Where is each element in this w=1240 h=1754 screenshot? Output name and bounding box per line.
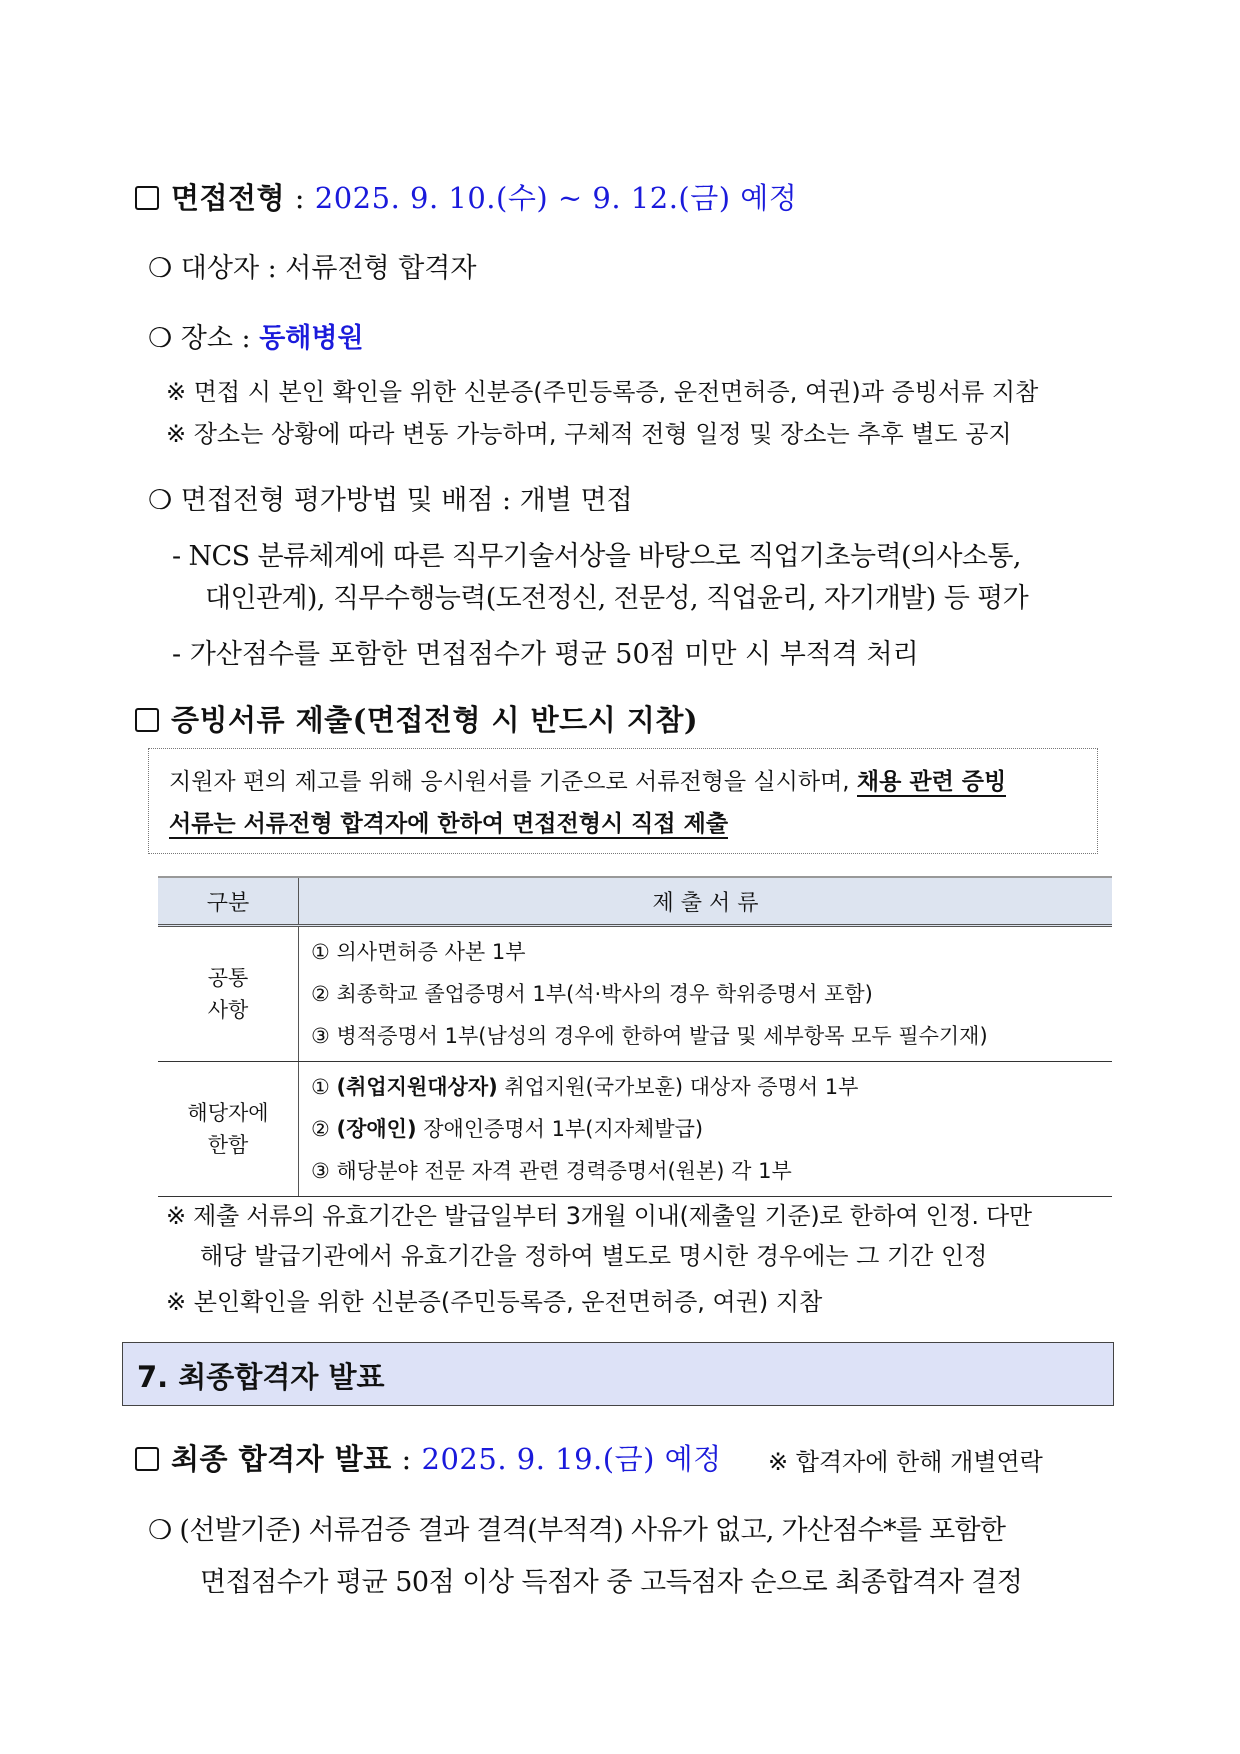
row-category xyxy=(158,1062,299,1197)
doc-item-prefix: ① xyxy=(311,1075,337,1099)
doc-item xyxy=(311,1108,1112,1150)
doc-item-prefix: ② xyxy=(311,1117,337,1141)
row-items xyxy=(299,926,1113,1062)
interview-title: 면접전형 xyxy=(171,181,286,215)
final-criteria-cont: 면접점수가 평균 50점 이상 득점자 중 고득점자 순으로 최종합격자 결정 xyxy=(200,1567,1023,1598)
doc-item xyxy=(311,1066,1112,1108)
info-line-1 xyxy=(169,763,1006,796)
doc-item: ① 의사면허증 사본 1부 xyxy=(311,940,526,964)
docs-note-validity: ※ 제출 서류의 유효기간은 발급일부터 3개월 이내(제출일 기준)로 한하여 인정. 다만 xyxy=(166,1202,1032,1230)
doc-item-rest: 취업지원(국가보훈) 대상자 증명서 1부 xyxy=(497,1075,859,1099)
table-row xyxy=(158,1062,1112,1197)
row-items xyxy=(299,1062,1113,1197)
doc-item-bold: (장애인) xyxy=(336,1117,417,1141)
info-line-1-underlined: 채용 관련 증빙 xyxy=(856,769,1007,795)
docs-info-box xyxy=(148,748,1098,854)
doc-item: ③ 병적증명서 1부(남성의 경우에 한하여 발급 및 세부항목 모두 필수기재) xyxy=(311,1024,988,1048)
doc-item: ② 최종학교 졸업증명서 1부(석·박사의 경우 학위증명서 포함) xyxy=(311,982,873,1006)
checkbox-square-icon xyxy=(135,186,159,210)
docs-heading xyxy=(135,698,698,739)
final-title: 최종 합격자 발표 xyxy=(171,1442,392,1476)
place-value: 동해병원 xyxy=(259,323,364,354)
final-heading xyxy=(135,1437,722,1478)
info-line-2-underlined: 서류는 서류전형 합격자에 한하여 면접전형시 직접 제출 xyxy=(169,811,729,837)
category-line: 해당자에 xyxy=(187,1101,269,1125)
interview-heading xyxy=(135,176,797,217)
header-category: 구분 xyxy=(158,877,299,926)
doc-item-rest: 장애인증명서 1부(지자체발급) xyxy=(416,1117,704,1141)
method-dash-1-cont: 대인관계), 직무수행능력(도전정신, 전문성, 직업윤리, 자기개발) 등 평가 xyxy=(205,583,1029,614)
docs-table xyxy=(158,876,1112,1197)
docs-title: 증빙서류 제출(면접전형 시 반드시 지참) xyxy=(171,703,699,737)
category-line: 공통 xyxy=(207,966,249,990)
info-line-1-plain: 지원자 편의 제고를 위해 응시원서를 기준으로 서류전형을 실시하며, xyxy=(169,769,857,795)
interview-place xyxy=(148,316,364,355)
docs-note-id: ※ 본인확인을 위한 신분증(주민등록증, 운전면허증, 여권) 지참 xyxy=(166,1288,823,1316)
interview-colon: : xyxy=(285,181,315,215)
docs-note-validity-cont: 해당 발급기관에서 유효기간을 정하여 별도로 명시한 경우에는 그 기간 인정 xyxy=(200,1242,988,1270)
place-label: ❍ 장소 : xyxy=(148,323,260,354)
method-dash-2: - 가산점수를 포함한 면접점수가 평균 50점 미만 시 부적격 처리 xyxy=(172,639,919,670)
final-date: 2025. 9. 19.(금) 예정 xyxy=(421,1442,722,1476)
interview-method: ❍ 면접전형 평가방법 및 배점 : 개별 면접 xyxy=(148,485,633,516)
final-criteria: ❍ (선발기준) 서류검증 결과 결격(부적격) 사유가 없고, 가산점수*를 포함한 xyxy=(148,1515,1006,1546)
method-dash-1: - NCS 분류체계에 따른 직무기술서상을 바탕으로 직업기초능력(의사소통, xyxy=(172,541,1021,572)
header-documents: 제 출 서 류 xyxy=(299,877,1113,926)
category-line: 사항 xyxy=(207,998,249,1022)
info-line-2 xyxy=(169,805,728,838)
row-category xyxy=(158,926,299,1062)
final-colon: : xyxy=(391,1442,422,1476)
doc-item-bold: (취업지원대상자) xyxy=(336,1075,498,1099)
table-header-row xyxy=(158,877,1112,926)
doc-item: ③ 해당분야 전문 자격 관련 경력증명서(원본) 각 1부 xyxy=(311,1159,792,1183)
category-line: 한함 xyxy=(207,1133,249,1157)
section-title: 7. 최종합격자 발표 xyxy=(137,1360,385,1394)
interview-note-place: ※ 장소는 상황에 따라 변동 가능하며, 구체적 전형 일정 및 장소는 추후 별도 공지 xyxy=(166,420,1012,448)
final-side-note: ※ 합격자에 한해 개별연락 xyxy=(768,1448,1043,1476)
interview-target: ❍ 대상자 : 서류전형 합격자 xyxy=(148,253,477,284)
interview-note-id: ※ 면접 시 본인 확인을 위한 신분증(주민등록증, 운전면허증, 여권)과 증빙서류 지참 xyxy=(166,378,1039,406)
interview-date: 2025. 9. 10.(수) ~ 9. 12.(금) 예정 xyxy=(314,181,798,215)
checkbox-square-icon xyxy=(135,708,159,732)
table-row xyxy=(158,926,1112,1062)
section-header xyxy=(122,1342,1114,1406)
checkbox-square-icon xyxy=(135,1447,159,1471)
